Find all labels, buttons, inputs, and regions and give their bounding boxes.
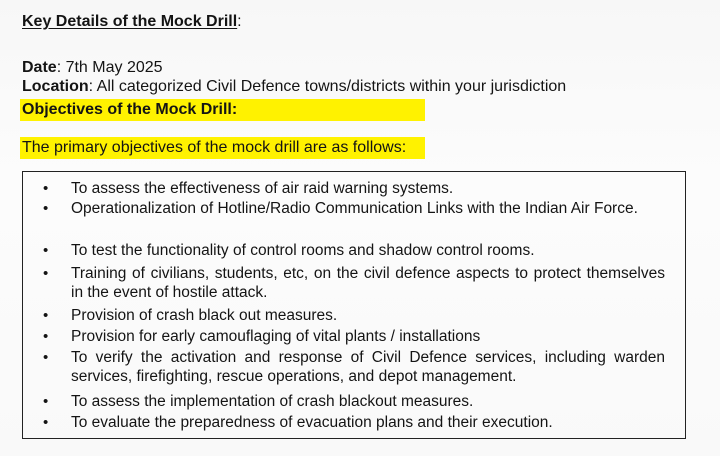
objective-text: To verify the activation and response of Civil Defence services, including warden services, firefighting, rescue operations, and depot management. bbox=[71, 349, 665, 385]
date-value: : 7th May 2025 bbox=[56, 59, 163, 76]
bullet-icon: • bbox=[43, 200, 49, 217]
objective-text: To test the functionality of control rooms and shadow control rooms. bbox=[71, 242, 535, 259]
bullet-icon: • bbox=[43, 265, 49, 282]
bullet-icon: • bbox=[43, 307, 49, 324]
location-value: : All categorized Civil Defence towns/districts within your jurisdiction bbox=[88, 78, 567, 95]
bullet-icon: • bbox=[43, 180, 49, 197]
objective-text: To assess the effectiveness of air raid warning systems. bbox=[71, 180, 454, 197]
section-heading bbox=[22, 12, 242, 32]
bullet-icon: • bbox=[43, 242, 49, 259]
section-heading-colon: : bbox=[237, 13, 242, 30]
location-line bbox=[22, 77, 566, 97]
objective-text: Provision for early camouflaging of vital plants / installations bbox=[71, 328, 481, 345]
objective-text: Provision of crash black out measures. bbox=[71, 307, 338, 324]
bullet-icon: • bbox=[43, 414, 49, 431]
location-label: Location bbox=[22, 78, 89, 95]
section-heading-title: Key Details of the Mock Drill bbox=[22, 13, 238, 30]
bullet-icon: • bbox=[43, 349, 49, 366]
objective-text: Training of civilians, students, etc, on the civil defence aspects to protect themselves in the event of hostile attack. bbox=[71, 265, 665, 301]
primary-objectives-intro: The primary objectives of the mock drill are as follows: bbox=[20, 137, 425, 159]
bullet-icon: • bbox=[43, 393, 49, 410]
objective-text: Operationalization of Hotline/Radio Communication Links with the Indian Air Force. bbox=[71, 200, 638, 217]
bullet-icon: • bbox=[43, 328, 49, 345]
date-label: Date bbox=[22, 59, 57, 76]
date-line bbox=[22, 58, 163, 78]
objective-text: To evaluate the preparedness of evacuation plans and their execution. bbox=[71, 414, 553, 431]
objective-text: To assess the implementation of crash blackout measures. bbox=[71, 393, 474, 410]
objectives-heading: Objectives of the Mock Drill: bbox=[20, 99, 425, 121]
objectives-box bbox=[22, 171, 686, 439]
